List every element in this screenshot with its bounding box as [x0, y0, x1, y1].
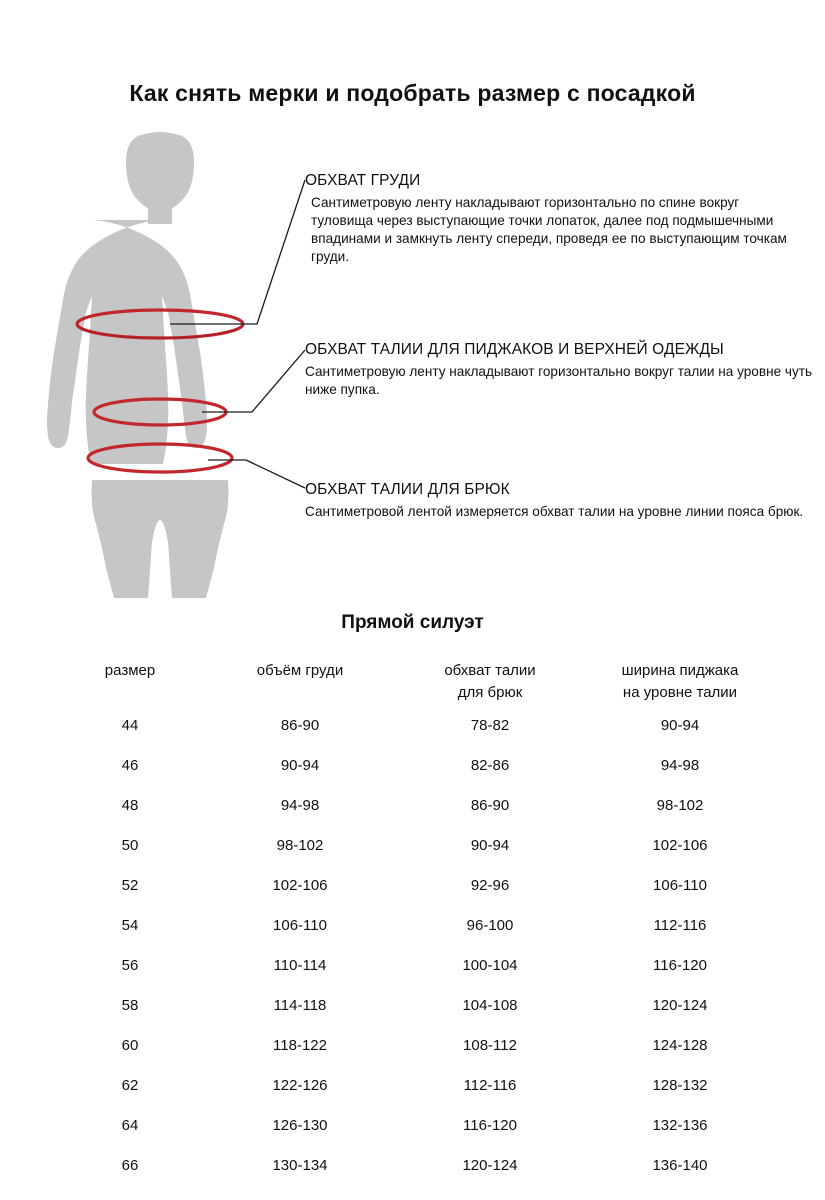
cell-size: 54 — [121, 917, 139, 934]
size-table — [55, 660, 775, 1186]
table-column-header — [55, 660, 205, 706]
cell-chest: 118-122 — [273, 1037, 327, 1054]
annotation-waist-jacket-text: Сантиметровую ленту накладывают горизонтально вокруг талии на уровне чуть ниже пупка. — [305, 364, 813, 397]
table-column-header — [205, 660, 395, 706]
cell-chest: 114-118 — [273, 997, 327, 1014]
annotation-waist-jacket — [305, 341, 820, 399]
table-row — [55, 1146, 775, 1186]
cell-chest: 90-94 — [280, 757, 320, 774]
table-row — [55, 906, 775, 946]
cell-waist-trousers: 86-90 — [470, 797, 510, 814]
table-row — [55, 1106, 775, 1146]
cell-chest: 126-130 — [272, 1117, 328, 1134]
annotation-chest-heading: ОБХВАТ ГРУДИ — [305, 172, 421, 189]
table-column-header-line1: объём груди — [256, 662, 344, 679]
cell-jacket-width: 98-102 — [656, 797, 704, 814]
cell-jacket-width: 120-124 — [652, 997, 708, 1014]
cell-jacket-width: 90-94 — [660, 717, 700, 734]
annotation-waist-trousers-text: Сантиметровой лентой измеряется обхват талии на уровне линии пояса брюк. — [305, 504, 804, 519]
annotation-chest — [305, 172, 805, 266]
cell-jacket-width: 94-98 — [660, 757, 700, 774]
cell-size: 60 — [121, 1037, 139, 1054]
cell-jacket-width: 102-106 — [652, 837, 708, 854]
cell-chest: 122-126 — [272, 1077, 328, 1094]
cell-waist-trousers: 104-108 — [462, 997, 518, 1014]
cell-waist-trousers: 90-94 — [470, 837, 510, 854]
table-row — [55, 1066, 775, 1106]
table-column-header-line1: размер — [104, 662, 156, 679]
cell-waist-trousers: 112-116 — [463, 1077, 517, 1094]
cell-waist-trousers: 116-120 — [463, 1117, 517, 1134]
table-header-row — [55, 660, 775, 706]
table-row — [55, 826, 775, 866]
cell-jacket-width: 132-136 — [652, 1117, 708, 1134]
annotation-waist-trousers-heading: ОБХВАТ ТАЛИИ ДЛЯ БРЮК — [305, 481, 510, 498]
cell-chest: 94-98 — [280, 797, 320, 814]
table-column-header-line1: ширина пиджака — [621, 662, 739, 679]
table-row — [55, 1026, 775, 1066]
cell-waist-trousers: 100-104 — [462, 957, 518, 974]
table-row — [55, 786, 775, 826]
cell-size: 46 — [121, 757, 139, 774]
cell-jacket-width: 106-110 — [653, 877, 707, 894]
cell-waist-trousers: 78-82 — [470, 717, 510, 734]
cell-waist-trousers: 108-112 — [463, 1037, 517, 1054]
cell-chest: 102-106 — [272, 877, 328, 894]
annotation-waist-trousers — [305, 481, 805, 521]
table-row — [55, 746, 775, 786]
table-row — [55, 706, 775, 746]
table-column-header — [585, 660, 775, 706]
table-column-header — [395, 660, 585, 706]
page-title: Как снять мерки и подобрать размер с посадкой — [129, 80, 696, 106]
male-body-diagram — [20, 128, 310, 598]
cell-jacket-width: 128-132 — [652, 1077, 708, 1094]
cell-jacket-width: 136-140 — [652, 1157, 708, 1174]
table-caption: Прямой силуэт — [341, 612, 484, 633]
cell-chest: 98-102 — [276, 837, 324, 854]
table-row — [55, 866, 775, 906]
table-column-header-line2: для брюк — [457, 683, 523, 701]
cell-size: 66 — [121, 1157, 139, 1174]
cell-waist-trousers: 120-124 — [462, 1157, 518, 1174]
size-table-body — [55, 706, 775, 1186]
cell-jacket-width: 112-116 — [653, 917, 707, 934]
cell-waist-trousers: 82-86 — [470, 757, 510, 774]
table-row — [55, 986, 775, 1026]
cell-chest: 110-114 — [273, 957, 327, 974]
annotation-waist-jacket-heading: ОБХВАТ ТАЛИИ ДЛЯ ПИДЖАКОВ И ВЕРХНЕЙ ОДЕЖДЫ — [305, 341, 724, 358]
cell-size: 48 — [121, 797, 139, 814]
cell-size: 58 — [121, 997, 139, 1014]
cell-waist-trousers: 92-96 — [470, 877, 510, 894]
cell-size: 50 — [121, 837, 139, 854]
cell-size: 44 — [121, 717, 139, 734]
cell-waist-trousers: 96-100 — [466, 917, 514, 934]
cell-size: 64 — [121, 1117, 139, 1134]
cell-chest: 106-110 — [273, 917, 327, 934]
cell-chest: 86-90 — [280, 717, 320, 734]
cell-size: 56 — [121, 957, 139, 974]
body-silhouette — [47, 132, 229, 598]
cell-jacket-width: 116-120 — [653, 957, 707, 974]
table-column-header-line2: на уровне талии — [622, 683, 738, 701]
cell-chest: 130-134 — [272, 1157, 328, 1174]
cell-jacket-width: 124-128 — [652, 1037, 708, 1054]
annotation-chest-text: Сантиметровую ленту накладывают горизонтально по спине вокруг туловища через выступающие точки лопаток, далее под подмышечными впадинами и замкнуть ленту спереди, проведя ее по выступающим точкам груди. — [311, 195, 787, 264]
table-row — [55, 946, 775, 986]
cell-size: 62 — [121, 1077, 139, 1094]
table-column-header-line1: обхват талии — [444, 662, 536, 679]
cell-size: 52 — [121, 877, 139, 894]
